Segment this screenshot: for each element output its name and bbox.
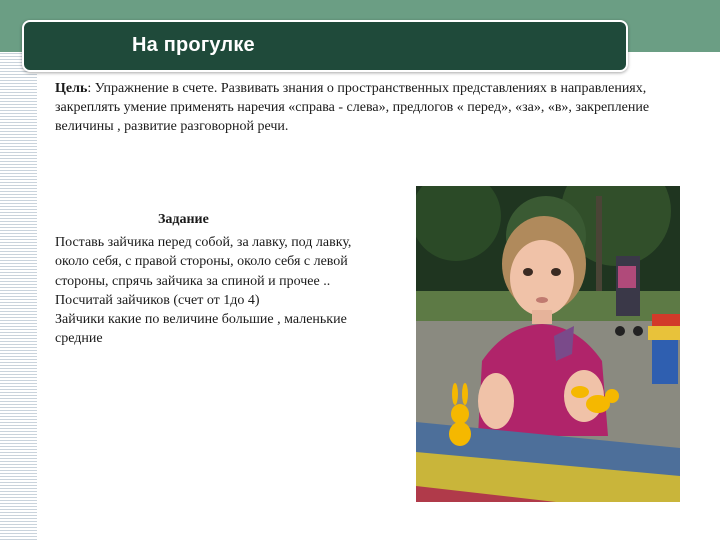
slide-title: На прогулке — [132, 34, 255, 56]
goal-label: Цель — [55, 81, 88, 96]
task-line: Посчитай зайчиков (счет от 1до 4) — [55, 292, 260, 308]
task-line: стороны, спрячь зайчика за спиной и прочее .. — [55, 273, 331, 289]
title-bar — [22, 20, 628, 72]
left-decor-stripes — [0, 52, 37, 540]
child-with-bunnies-photo — [416, 186, 680, 502]
task-line: Зайчики какие по величине большие , маленькие — [55, 312, 347, 328]
goal-paragraph — [55, 79, 695, 136]
task-line: около себя, с правой стороны, около себя с левой — [55, 254, 348, 270]
goal-text: : Упражнение в счете. Развивать знания о пространственных представлениях в направлениях, закреплять умение применять наречия «справа - слева», предлогов « перед», «за», «в», закрепление величины , развитие разговорной речи. — [55, 81, 650, 134]
task-line: Поставь зайчика перед собой, за лавку, под лавку, — [55, 235, 352, 250]
task-line: средние — [55, 331, 103, 347]
task-heading: Задание — [158, 212, 209, 227]
task-body — [55, 233, 400, 349]
